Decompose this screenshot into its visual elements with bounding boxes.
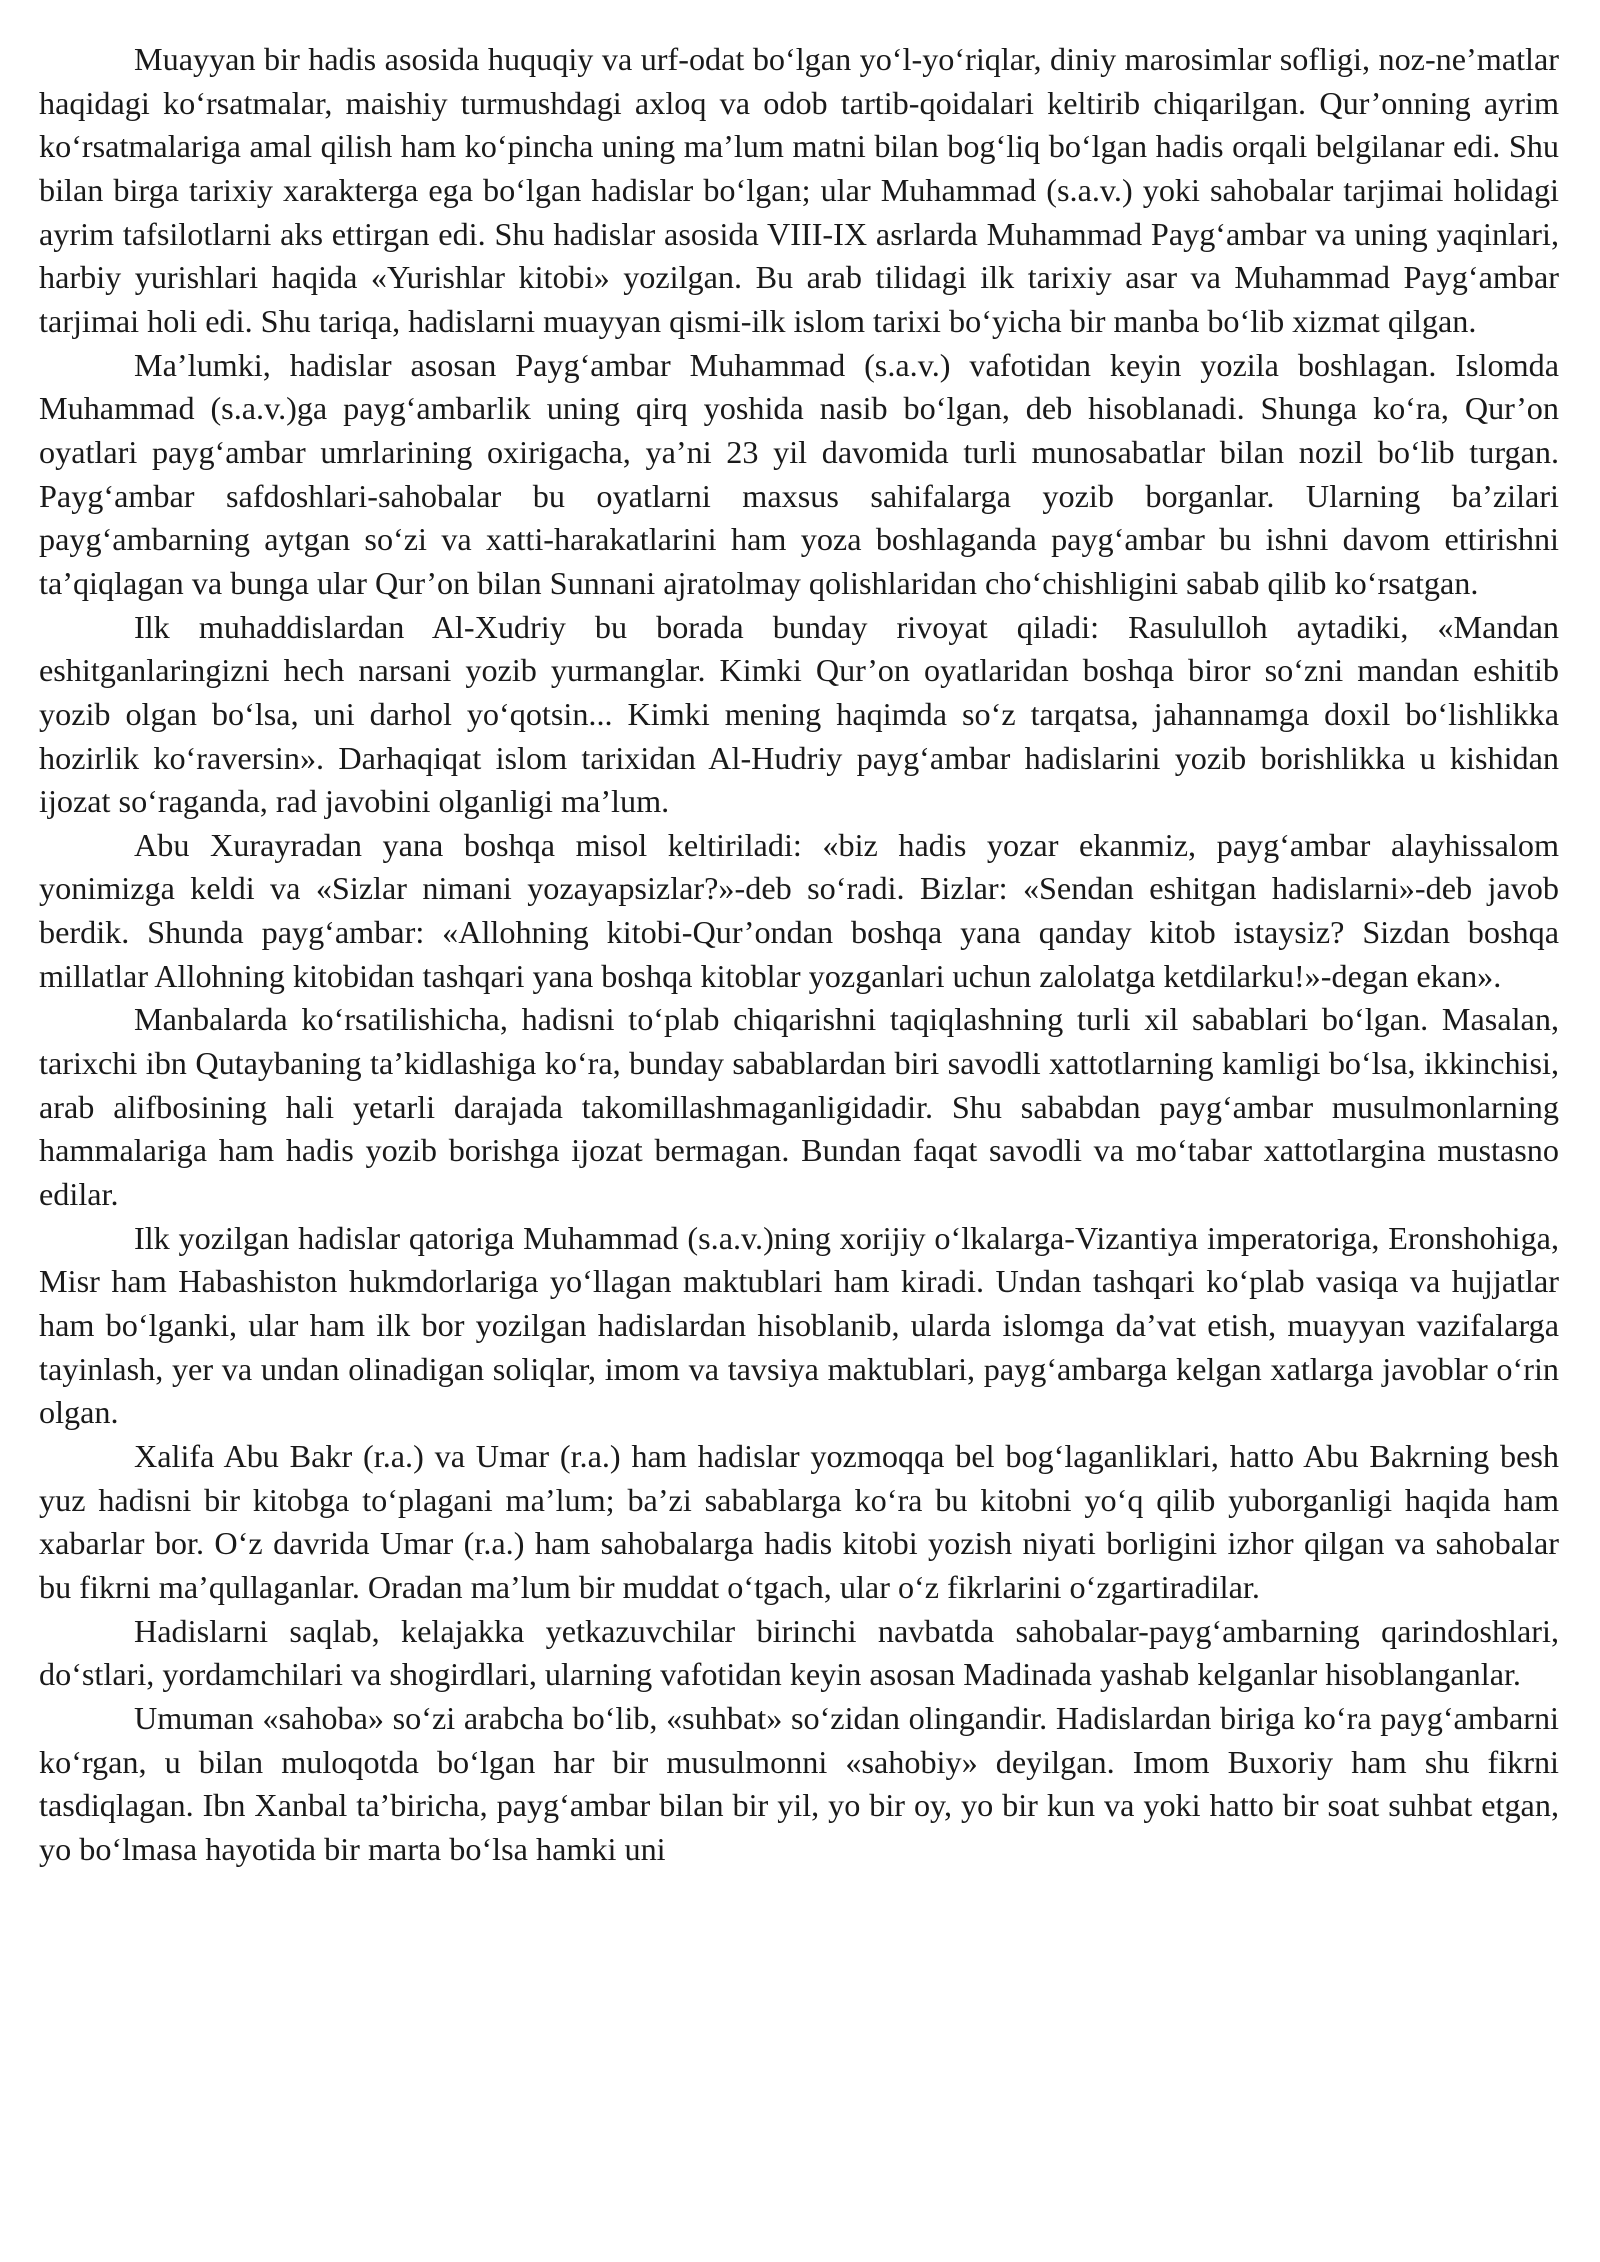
- paragraph-5: Manbalarda ko‘rsatilishicha, hadisni to‘plab chiqarishni taqiqlashning turli xil sabablari bo‘lgan. Masalan, tarixchi ibn Qutaybaning ta’kidlashiga ko‘ra, bunday sabablardan biri savodli xattotlarning kamligi bo‘lsa, ikkinchisi, arab alifbosining hali yetarli darajada takomillashmaganligidadir. Shu sababdan payg‘ambar musulmonlarning hammalariga ham hadis yozib borishga ijozat bermagan. Bundan faqat savodli va mo‘tabar xattotlargina mustasno edilar.: [39, 1001, 1559, 1213]
- paragraph-3: Ilk muhaddislardan Al-Xudriy bu borada bunday rivoyat qiladi: Rasululloh aytadiki, «Mandan eshitganlaringizni hech narsani yozib yurmanglar. Kimki Qur’on oyatlaridan boshqa biror so‘zni mandan eshitib yozib olgan bo‘lsa, uni darhol yo‘qotsin... Kimki mening haqimda so‘z tarqatsa, jahannamga doxil bo‘lishlikka hozirlik ko‘raversin». Darhaqiqat islom tarixidan Al-Hudriy payg‘ambar hadislarini yozib borishlikka u kishidan ijozat so‘raganda, rad javobini olganligi ma’lum.: [39, 608, 1559, 820]
- paragraph-7: Xalifa Abu Bakr (r.a.) va Umar (r.a.) ham hadislar yozmoqqa bel bog‘laganliklari, hatto Abu Bakrning besh yuz hadisni bir kitobga to‘plagani ma’lum; ba’zi sabablarga ko‘ra bu kitobni yo‘q qilib yuborganligi haqida ham xabarlar bor. O‘z davrida Umar (r.a.) ham sahobalarga hadis kitobi yozish niyati borligini izhor qilgan va sahobalar bu fikrni ma’qullaganlar. Oradan ma’lum bir muddat o‘tgach, ular o‘z fikrlarini o‘zgartiradilar.: [39, 1438, 1559, 1605]
- paragraph-6: Ilk yozilgan hadislar qatoriga Muhammad (s.a.v.)ning xorijiy o‘lkalarga-Vizantiya imperatoriga, Eronshohiga, Misr ham Habashiston hukmdorlariga yo‘llagan maktublari ham kiradi. Undan tashqari ko‘plab vasiqa va hujjatlar ham bo‘lganki, ular ham ilk bor yozilgan hadislardan hisoblanib, ularda islomga da’vat etish, muayyan vazifalarga tayinlash, yer va undan olinadigan soliqlar, imom va tavsiya maktublari, payg‘ambarga kelgan xatlarga javoblar o‘rin olgan.: [39, 1219, 1559, 1431]
- paragraph-1: Muayyan bir hadis asosida huquqiy va urf-odat bo‘lgan yo‘l-yo‘riqlar, diniy marosimlar sofligi, noz-ne’matlar haqidagi ko‘rsatmalar, maishiy turmushdagi axloq va odob tartib-qoidalari keltirib chiqarilgan. Qur’onning ayrim ko‘rsatmalariga amal qilish ham ko‘pincha uning ma’lum matni bilan bog‘liq bo‘lgan hadis orqali belgilanar edi. Shu bilan birga tarixiy xarakterga ega bo‘lgan hadislar bo‘lgan; ular Muhammad (s.a.v.) yoki sahobalar tarjimai holidagi ayrim tafsilotlarni aks ettirgan edi. Shu hadislar asosida VIII-IX asrlarda Muhammad Payg‘ambar va uning yaqinlari, harbiy yurishlari haqida «Yurishlar kitobi» yozilgan. Bu arab tilidagi ilk tarixiy asar va Muhammad Payg‘ambar tarjimai holi edi. Shu tariqa, hadislarni muayyan qismi-ilk islom tarixi bo‘yicha bir manba bo‘lib xizmat qilgan.: [39, 41, 1559, 339]
- paragraph-8: Hadislarni saqlab, kelajakka yetkazuvchilar birinchi navbatda sahobalar-payg‘ambarning qarindoshlari, do‘stlari, yordamchilari va shogirdlari, ularning vafotidan keyin asosan Madinada yashab kelganlar hisoblanganlar.: [39, 1612, 1559, 1693]
- paragraph-2: Ma’lumki, hadislar asosan Payg‘ambar Muhammad (s.a.v.) vafotidan keyin yozila boshlagan. Islomda Muhammad (s.a.v.)ga payg‘ambarlik uning qirq yoshida nasib bo‘lgan, deb hisoblanadi. Shunga ko‘ra, Qur’on oyatlari payg‘ambar umrlarining oxirigacha, ya’ni 23 yil davomida turli munosabatlar bilan nozil bo‘lib turgan. Payg‘ambar safdoshlari-sahobalar bu oyatlarni maxsus sahifalarga yozib borganlar. Ularning ba’zilari payg‘ambarning aytgan so‘zi va xatti-harakatlarini ham yoza boshlaganda payg‘ambar bu ishni davom ettirishni ta’qiqlagan va bunga ular Qur’on bilan Sunnani ajratolmay qolishlaridan cho‘chishligini sabab qilib ko‘rsatgan.: [39, 346, 1559, 601]
- paragraph-9: Umuman «sahoba» so‘zi arabcha bo‘lib, «suhbat» so‘zidan olingandir. Hadislardan biriga ko‘ra payg‘ambarni ko‘rgan, u bilan muloqotda bo‘lgan har bir musulmonni «sahobiy» deyilgan. Imom Buxoriy ham shu fikrni tasdiqlagan. Ibn Xanbal ta’biricha, payg‘ambar bilan bir yil, yo bir oy, yo bir kun va yoki hatto bir soat suhbat etgan, yo bo‘lmasa hayotida bir marta bo‘lsa hamki uni: [39, 1699, 1559, 1867]
- document-page: [39, 38, 1559, 1872]
- paragraph-4: Abu Xurayradan yana boshqa misol keltiriladi: «biz hadis yozar ekanmiz, payg‘ambar alayhissalom yonimizga keldi va «Sizlar nimani yozayapsizlar?»-deb so‘radi. Bizlar: «Sendan eshitgan hadislarni»-deb javob berdik. Shunda payg‘ambar: «Allohning kitobi-Qur’ondan boshqa yana qanday kitob istaysiz? Sizdan boshqa millatlar Allohning kitobidan tashqari yana boshqa kitoblar yozganlari uchun zalolatga ketdilarku!»-degan ekan».: [39, 826, 1559, 994]
